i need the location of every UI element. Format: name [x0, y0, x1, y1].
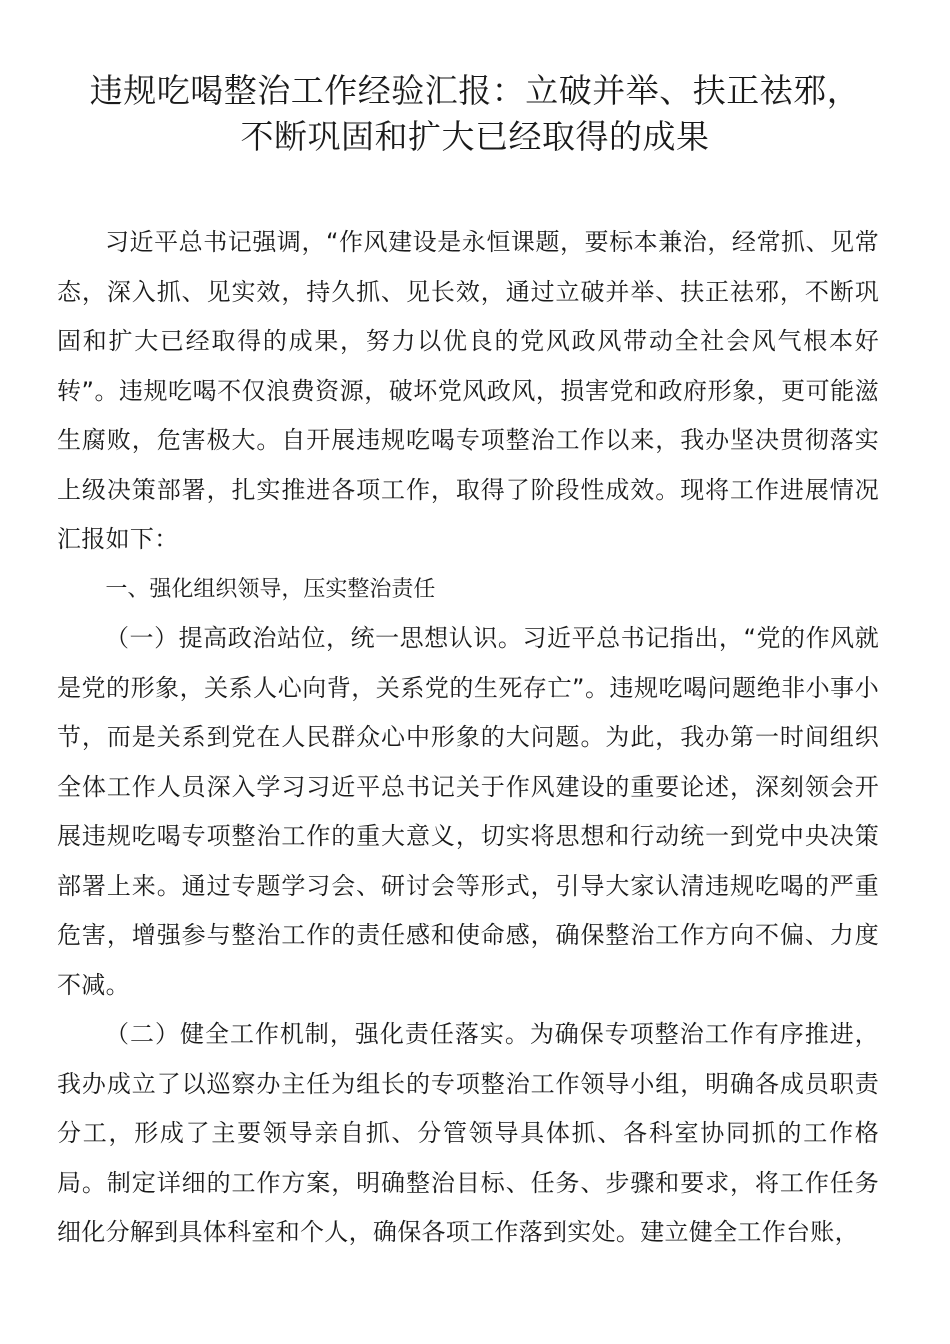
paragraph-2: （二）健全工作机制，强化责任落实。为确保专项整治工作有序推进，我办成立了以巡察办主任为组长的专项整治工作领导小组，明确各成员职责分工，形成了主要领导亲自抓、分管领导具体抓、各科室协同抓的工作格局。制定详细的工作方案，明确整治目标、任务、步骤和要求，将工作任务细化分解到具体科室和个人，确保各项工作落到实处。建立健全工作台账，: [57, 1020, 879, 1246]
section-heading-1: 一、强化组织领导，压实整治责任: [105, 576, 436, 602]
document-body: [57, 218, 879, 1258]
title-line-2: 不断巩固和扩大已经取得的成果: [240, 117, 710, 156]
document-title: [56, 68, 894, 160]
paragraph-1: （一）提高政治站位，统一思想认识。习近平总书记指出，“党的作风就是党的形象，关系人心向背，关系党的生死存亡”。违规吃喝问题绝非小事小节，而是关系到党在人民群众心中形象的大问题。为此，我办第一时间组织全体工作人员深入学习习近平总书记关于作风建设的重要论述，深刻领会开展违规吃喝专项整治工作的重大意义，切实将思想和行动统一到党中央决策部署上来。通过专题学习会、研讨会等形式，引导大家认清违规吃喝的严重危害，增强参与整治工作的责任感和使命感，确保整治工作方向不偏、力度不减。: [57, 624, 879, 999]
title-line-1: 违规吃喝整治工作经验汇报：立破并举、扶正祛邪，: [89, 71, 861, 110]
intro-paragraph: 习近平总书记强调，“作风建设是永恒课题，要标本兼治，经常抓、见常态，深入抓、见实效，持久抓、见长效，通过立破并举、扶正祛邪，不断巩固和扩大已经取得的成果，努力以优良的党风政风带动全社会风气根本好转”。违规吃喝不仅浪费资源，破坏党风政风，损害党和政府形象，更可能滋生腐败，危害极大。自开展违规吃喝专项整治工作以来，我办坚决贯彻落实上级决策部署，扎实推进各项工作，取得了阶段性成效。现将工作进展情况汇报如下：: [57, 228, 879, 553]
